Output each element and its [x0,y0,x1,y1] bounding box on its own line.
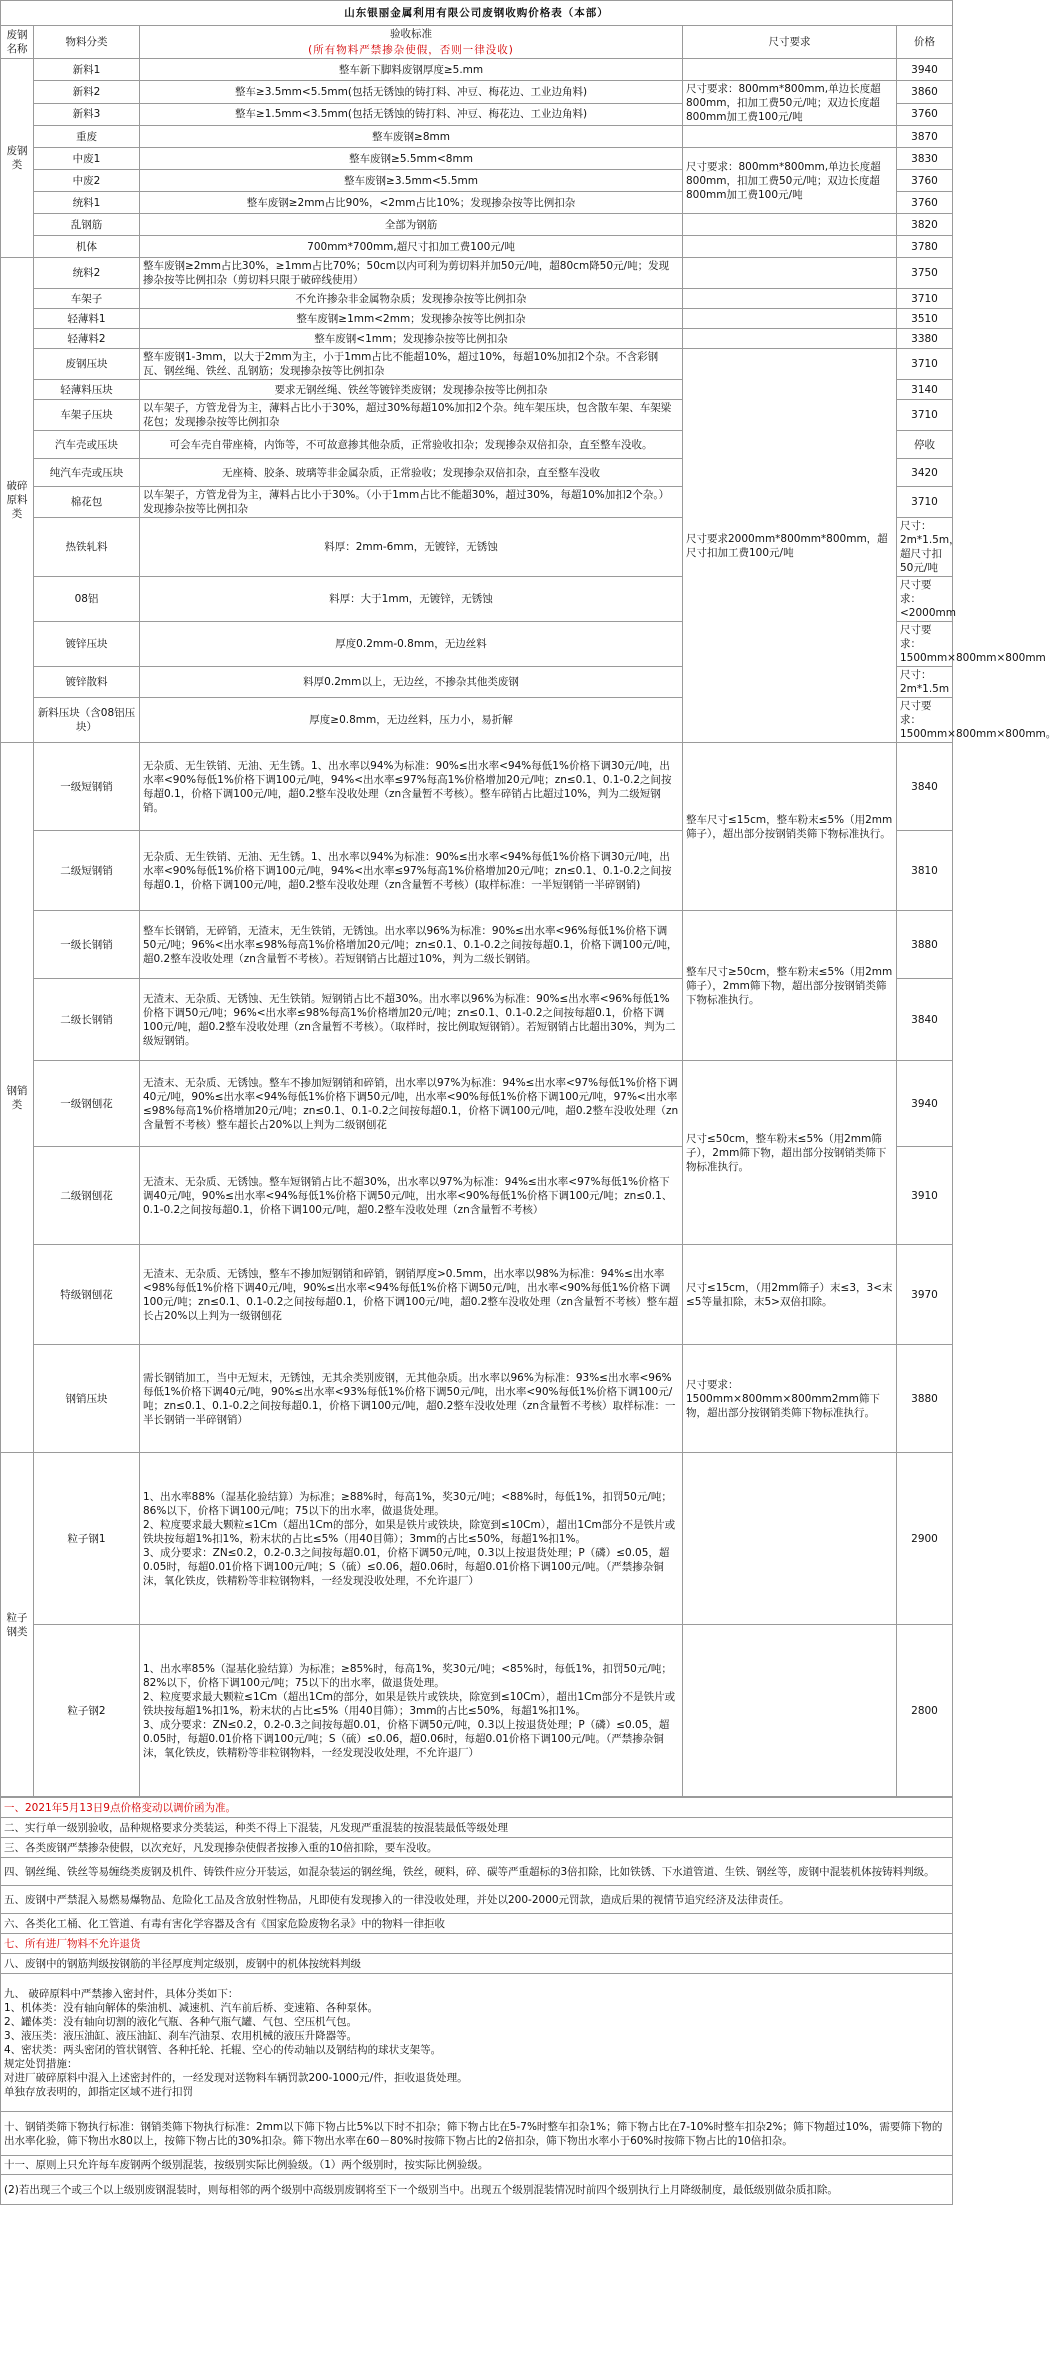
price-cell: 3760 [897,192,953,214]
table-row [1,59,953,81]
item-cell: 钢销压块 [34,1345,140,1453]
standard-cell: 料厚：2mm-6mm，无镀锌，无锈蚀 [140,518,683,577]
standard-cell: 1、出水率85%（湿基化验结算）为标准；≥85%时，每高1%，奖30元/吨；<85%时，每低1%，扣罚50元/吨；82%以下，价格下调100元/吨；75以下的出水率，做退货处理。 2、粒度要求最大颗粒≤1Cm（超出1Cm的部分，如果是铁片或铁块，除宽到≤10Cm），超出1Cm部分不是铁片或铁块按每超1%扣1%，粉末状的占比≤5%（用40目筛）；3mm的占比≤50%，每超1%扣1%。 3、成分要求：ZN≤0.2，0.2-0.3之间按每超0.01，价格下调50元/吨，0.3以上按退货处理；P（磷）≤0.05，超0.05时，每超0.01价格下调100元/吨；S（硫）≤0.06，超0.06时，每超0.01价格下调100元/吨。（严禁掺杂铜沫，氧化铁皮，铁精粉等非粒钢物料，一经发现没收处理，不允许退厂） [140,1625,683,1797]
price-cell: 3910 [897,1147,953,1245]
price-cell: 3380 [897,329,953,349]
standard-cell: 可会车壳自带座椅，内饰等，不可故意掺其他杂质，正常验收扣杂；发现掺杂双倍扣杂，直至整车没收。 [140,431,683,459]
header-warning: (所有物料严禁掺杂使假，否则一律没收) [140,42,683,59]
table-row [1,1245,953,1345]
size-cell: 尺寸要求：800mm*800mm,单边长度超800mm，扣加工费50元/吨；双边长度超800mm加工费100元/吨 [683,148,897,214]
table-row [1,258,953,289]
item-cell: 棉花包 [34,487,140,518]
item-cell: 08铝 [34,577,140,622]
item-cell: 粒子钢2 [34,1625,140,1797]
standard-cell: 整车废钢≥3.5mm<5.5mm [140,170,683,192]
size-cell: 整车尺寸≥50cm，整车粉末≤5%（用2mm筛子），2mm筛下物，超出部分按钢销类筛下物标准执行。 [683,911,897,1061]
table-row [1,148,953,170]
item-cell: 统料1 [34,192,140,214]
note-row [1,2156,953,2175]
item-cell: 轻薄料1 [34,309,140,329]
standard-cell: 无杂质、无生铁销、无油、无生锈。1、出水率以94%为标准：90%≤出水率<94%每低1%价格下调30元/吨，出水率<90%每低1%价格下调100元/吨，94%<出水率≤97%每高1%价格增加20元/吨；zn≤0.1、0.1-0.2之间按每超0.1，价格下调100元/吨，超0.2整车没收处理（zn含量暂不考核）(取样标准：一半短钢销一半碎钢销) [140,831,683,911]
price-cell: 3710 [897,400,953,431]
size-cell [683,214,897,236]
price-cell: 3140 [897,380,953,400]
size-cell [683,59,897,81]
standard-cell: 整车废钢≥5.5mm<8mm [140,148,683,170]
table-row [1,214,953,236]
standard-cell: 无杂质、无生铁销、无油、无生锈。1、出水率以94%为标准：90%≤出水率<94%每低1%价格下调30元/吨，出水率<90%每低1%价格下调100元/吨，94%<出水率≤97%每高1%价格增加20元/吨；zn≤0.1、0.1-0.2之间按每超0.1，价格下调100元/吨，超0.2整车没收处理（zn含量暂不考核）。整车碎销占比超过10%，判为二级短钢销。 [140,743,683,831]
note-text: 八、废钢中的钢筋判级按钢筋的半径厚度判定级别，废钢中的机体按统料判级 [1,1954,953,1974]
price-cell: 3760 [897,170,953,192]
item-cell: 车架子 [34,289,140,309]
note-text: 三、各类废钢严禁掺杂使假，以次充好，凡发现掺杂使假者按掺入重的10倍扣除，要车没收。 [1,1838,953,1858]
size-cell: 尺寸≤15cm，（用2mm筛子）末≤3，3<末≤5等量扣除，末5>双倍扣除。 [683,1245,897,1345]
size-cell: 尺寸要求：<2000mm [897,577,953,622]
standard-cell: 整车废钢≥2mm占比90%，<2mm占比10%；发现掺杂按等比例扣杂 [140,192,683,214]
table-row [1,289,953,309]
note-text: 十、钢销类筛下物执行标准：钢销类筛下物执行标准：2mm以下筛下物占比5%以下时不扣杂；筛下物占比在5-7%时整车扣杂1%；筛下物占比在7-10%时整车扣杂2%；筛下物超过10%，需要筛下物的出水率化验，筛下物出水80以上，按筛下物占比的30%扣杂。筛下物出水率在60－80%时按筛下物占比的2倍扣杂，筛下物出水率小于60%时按筛下物占比的10倍扣杂。 [1,2112,953,2156]
header-item: 物料分类 [34,26,140,59]
item-cell: 中废1 [34,148,140,170]
size-cell [683,236,897,258]
price-cell: 3510 [897,309,953,329]
item-cell: 乱钢筋 [34,214,140,236]
note-row [1,1858,953,1886]
price-cell: 3870 [897,126,953,148]
table-row [1,329,953,349]
item-cell: 重废 [34,126,140,148]
item-cell: 新料1 [34,59,140,81]
table-row [1,236,953,258]
standard-cell: 无渣末、无杂质、无锈蚀，整车不掺加短钢销和碎销，钢销厚度>0.5mm，出水率以98%为标准：94%≤出水率<98%每低1%价格下调40元/吨，90%≤出水率<94%每低1%价格下调50元/吨，出水率<90%每低1%价格下调100元/吨；zn≤0.1、0.1-0.2之间按每超0.1，价格下调100元/吨，超0.2整车没收处理（zn含量暂不考核）整车超长占20%以上判为一级钢刨花 [140,1245,683,1345]
item-cell: 车架子压块 [34,400,140,431]
standard-cell: 全部为钢筋 [140,214,683,236]
note-text: 十一、原则上只允许每车废钢两个级别混装，按级别实际比例验级。（1）两个级别时，按实际比例验级。 [1,2156,953,2175]
standard-cell: 需长钢销加工，当中无短末，无锈蚀，无其余类别废钢，无其他杂质。出水率以96%为标准：93%≤出水率<96%每低1%价格下调40元/吨，90%≤出水率<93%每低1%价格下调50元/吨，出水率<90%每低1%价格下调100元/吨；zn≤0.1、0.1-0.2之间按每超0.1，价格下调100元/吨，超0.2整车没收处理（zn含量暂不考核）取样标准：一半长钢销一半碎钢销） [140,1345,683,1453]
standard-cell: 整车≥1.5mm<3.5mm(包括无锈蚀的铸打料、冲豆、梅花边、工业边角料) [140,103,683,126]
item-cell: 二级钢刨花 [34,1147,140,1245]
standard-cell: 厚度≥0.8mm，无边丝料，压力小，易折解 [140,698,683,743]
standard-cell: 整车新下脚料废钢厚度≥5.mm [140,59,683,81]
item-cell: 粒子钢1 [34,1453,140,1625]
price-cell: 3940 [897,59,953,81]
price-cell: 3880 [897,1345,953,1453]
standard-cell: 以车架子，方管龙骨为主，薄料占比小于30%。（小于1mm占比不能超30%，超过30%，每超10%加扣2个杂。）发现掺杂按等比例扣杂 [140,487,683,518]
table-row [1,1625,953,1797]
item-cell: 热铁轧料 [34,518,140,577]
item-cell: 二级长钢销 [34,979,140,1061]
table-row [1,1061,953,1147]
note-text: 一、2021年5月13日9点价格变动以调价函为准。 [1,1798,953,1818]
standard-cell: 1、出水率88%（湿基化验结算）为标准；≥88%时，每高1%，奖30元/吨；<88%时，每低1%，扣罚50元/吨；86%以下，价格下调100元/吨；75以下的出水率，做退货处理。 2、粒度要求最大颗粒≤1Cm（超出1Cm的部分，如果是铁片或铁块，除宽到≤10Cm），超出1Cm部分不是铁片或铁块按每超1%扣1%，粉末状的占比≤5%（用40目筛）；3mm的占比≤50%，每超1%扣1%。 3、成分要求：ZN≤0.2，0.2-0.3之间按每超0.01，价格下调50元/吨，0.3以上按退货处理；P（磷）≤0.05，超0.05时，每超0.01价格下调100元/吨；S（硫）≤0.06，超0.06时，每超0.01价格下调100元/吨。（严禁掺杂铜沫，氧化铁皮，铁精粉等非粒钢物料，一经发现没收处理，不允许退厂） [140,1453,683,1625]
note-row [1,1914,953,1934]
price-cell: 停收 [897,431,953,459]
note-row [1,1974,953,2112]
standard-cell: 无座椅、胶条、玻璃等非金属杂质，正常验收；发现掺杂双倍扣杂，直至整车没收 [140,459,683,487]
item-cell: 一级短钢销 [34,743,140,831]
price-cell: 3780 [897,236,953,258]
table-row [1,1453,953,1625]
category-cell: 粒子钢类 [1,1453,34,1797]
size-cell: 整车尺寸≤15cm，整车粉末≤5%（用2mm筛子），超出部分按钢销类筛下物标准执行。 [683,743,897,911]
item-cell: 机体 [34,236,140,258]
price-cell: 3940 [897,1061,953,1147]
standard-cell: 料厚0.2mm以上，无边丝，不掺杂其他类废钢 [140,667,683,698]
item-cell: 废钢压块 [34,349,140,380]
note-text: 七、所有进厂物料不允许退货 [1,1934,953,1954]
notes-table [0,1797,953,2205]
price-cell: 3710 [897,349,953,380]
item-cell: 中废2 [34,170,140,192]
standard-cell: 要求无钢丝绳、铁丝等镀锌类废钢；发现掺杂按等比例扣杂 [140,380,683,400]
table-row [1,743,953,831]
note-text: 六、各类化工桶、化工管道、有毒有害化学容器及含有《国家危险废物名录》中的物料一律拒收 [1,1914,953,1934]
price-cell: 3840 [897,743,953,831]
note-text: 五、废钢中严禁混入易燃易爆物品、危险化工品及含放射性物品，凡即使有发现掺入的一律没收处理，并处以200-2000元罚款，造成后果的视情节追究经济及法律责任。 [1,1886,953,1914]
size-cell [683,329,897,349]
table-row [1,1345,953,1453]
item-cell: 轻薄料压块 [34,380,140,400]
note-row [1,1934,953,1954]
price-cell: 3710 [897,289,953,309]
price-cell: 3840 [897,979,953,1061]
item-cell: 新料压块（含08铝压块） [34,698,140,743]
table-row [1,126,953,148]
item-cell: 二级短钢销 [34,831,140,911]
header-size: 尺寸要求 [683,26,897,59]
size-cell [683,309,897,329]
price-cell: 3860 [897,81,953,104]
size-cell [683,289,897,309]
item-cell: 镀锌压块 [34,622,140,667]
header-category: 废钢名称 [1,26,34,59]
header-standard: 验收标准 [140,26,683,43]
category-cell: 废钢类 [1,59,34,258]
note-row [1,1954,953,1974]
standard-cell: 不允许掺杂非金属物杂质；发现掺杂按等比例扣杂 [140,289,683,309]
price-cell: 3420 [897,459,953,487]
item-cell: 特级钢刨花 [34,1245,140,1345]
note-text: 二、实行单一级别验收，品种规格要求分类装运，种类不得上下混装，凡发现严重混装的按混装最低等级处理 [1,1818,953,1838]
standard-cell: 整车废钢1-3mm，以大于2mm为主，小于1mm占比不能超10%，超过10%，每超10%加扣2个杂。不含彩钢瓦、钢丝绳、铁丝、乱钢筋；发现掺杂按等比例扣杂 [140,349,683,380]
size-cell: 尺寸要求：1500mm×800mm×800mm [897,622,953,667]
category-cell: 破碎原料类 [1,258,34,743]
note-row [1,1886,953,1914]
item-cell: 统料2 [34,258,140,289]
size-cell: 尺寸：2m*1.5m [897,667,953,698]
item-cell: 一级钢刨花 [34,1061,140,1147]
item-cell: 新料2 [34,81,140,104]
price-cell: 2900 [897,1453,953,1625]
size-cell: 尺寸要求2000mm*800mm*800mm，超尺寸扣加工费100元/吨 [683,349,897,743]
note-text: 四、钢丝绳、铁丝等易缠绕类废钢及机件、铸铁件应分开装运，如混杂装运的钢丝绳，铁丝，硬料，碎、碳等严重超标的3倍扣除，比如铁锈、下水道管道、生铁、钢丝等，废钢中混装机体按铸料判级。 [1,1858,953,1886]
note-row [1,1798,953,1818]
size-cell: 尺寸要求：1500mm×800mm×800mm。 [897,698,953,743]
note-row [1,2112,953,2156]
header-price: 价格 [897,26,953,59]
standard-cell: 无渣末、无杂质、无锈蚀。整车不掺加短钢销和碎销，出水率以97%为标准：94%≤出水率<97%每低1%价格下调40元/吨，90%≤出水率<94%每低1%价格下调50元/吨，出水率<90%每低1%价格下调100元/吨，97%<出水率≤98%每高1%价格增加20元/吨；zn≤0.1、0.1-0.2之间按每超0.1，价格下调100元/吨，超0.2整车没收处理（zn含量暂不考核）整车超长占20%以上判为二级钢刨花 [140,1061,683,1147]
price-cell: 3750 [897,258,953,289]
standard-cell: 厚度0.2mm-0.8mm，无边丝料 [140,622,683,667]
size-cell [683,1625,897,1797]
table-row [1,309,953,329]
item-cell: 纯汽车壳或压块 [34,459,140,487]
item-cell: 轻薄料2 [34,329,140,349]
item-cell: 汽车壳或压块 [34,431,140,459]
table-row [1,349,953,380]
price-cell: 3810 [897,831,953,911]
item-cell: 镀锌散料 [34,667,140,698]
standard-cell: 料厚：大于1mm，无镀锌，无锈蚀 [140,577,683,622]
price-cell: 3820 [897,214,953,236]
table-row [1,81,953,104]
standard-cell: 以车架子，方管龙骨为主，薄料占比小于30%，超过30%每超10%加扣2个杂。纯车架压块，包含散车架、车架梁花包；发现掺杂按等比例扣杂 [140,400,683,431]
standard-cell: 整车废钢≥1mm<2mm；发现掺杂按等比例扣杂 [140,309,683,329]
standard-cell: 700mm*700mm,超尺寸扣加工费100元/吨 [140,236,683,258]
note-row [1,1838,953,1858]
size-cell: 尺寸：2m*1.5m，超尺寸扣50元/吨 [897,518,953,577]
sheet-title: 山东银丽金属利用有限公司废钢收购价格表（本部） [1,1,953,26]
price-cell: 3880 [897,911,953,979]
standard-cell: 整车废钢≥2mm占比30%，≥1mm占比70%；50cm以内可利为剪切料并加50元/吨，超80cm降50元/吨；发现掺杂按等比例扣杂（剪切料只限于破碎线使用） [140,258,683,289]
table-row [1,911,953,979]
size-cell: 尺寸要求：800mm*800mm,单边长度超800mm，扣加工费50元/吨；双边长度超800mm加工费100元/吨 [683,81,897,126]
standard-cell: 无渣末、无杂质、无锈蚀。整车短钢销占比不超30%，出水率以97%为标准：94%≤出水率<97%每低1%价格下调40元/吨，90%≤出水率<94%每低1%价格下调50元/吨，出水率<90%每低1%价格下调100元/吨；zn≤0.1、0.1-0.2之间按每超0.1，价格下调100元/吨，超0.2整车没收处理（zn含量暂不考核） [140,1147,683,1245]
note-row [1,2175,953,2205]
price-cell: 3710 [897,487,953,518]
size-cell [683,258,897,289]
standard-cell: 整车废钢≥8mm [140,126,683,148]
price-cell: 3970 [897,1245,953,1345]
price-cell: 2800 [897,1625,953,1797]
size-cell: 尺寸≤50cm，整车粉末≤5%（用2mm筛子），2mm筛下物，超出部分按钢销类筛下物标准执行。 [683,1061,897,1245]
item-cell: 新料3 [34,103,140,126]
item-cell: 一级长钢销 [34,911,140,979]
note-text: (2)若出现三个或三个以上级别废钢混装时，则每相邻的两个级别中高级别废钢将至下一个级别当中。出现五个级别混装情况时前四个级别执行上月降级制度，最低级别做杂质扣除。 [1,2175,953,2205]
note-text: 九、 破碎原料中严禁掺入密封件，具体分类如下： 1、机体类：没有轴向解体的柴油机、减速机、汽车前后桥、变速箱、各种泵体。 2、罐体类：没有轴向切割的液化气瓶、各种气瓶气罐、气包、空压机气包。 3、液压类：液压油缸、液压油缸、刹车汽油泵、农用机械的液压升降器等。 4、密状类：两头密闭的管状钢管、各种托轮、托辊、空心的传动轴以及钢结构的球状支架等。 规定处罚措施： 对进厂破碎原料中混入上述密封件的，一经发现对送物料车辆罚款200-1000元/件，拒收退货处理。 单独存放表明的，卸指定区域不进行扣罚 [1,1974,953,2112]
price-cell: 3760 [897,103,953,126]
standard-cell: 整车废钢<1mm；发现掺杂按等比例扣杂 [140,329,683,349]
size-cell [683,126,897,148]
price-cell: 3830 [897,148,953,170]
category-cell: 钢销类 [1,743,34,1453]
note-row [1,1818,953,1838]
standard-cell: 无渣末、无杂质、无锈蚀、无生铁销。短钢销占比不超30%。出水率以96%为标准：90%≤出水率<96%每低1%价格下调50元/吨；96%<出水率≤98%每高1%价格增加20元/吨；zn≤0.1、0.1-0.2之间按每超0.1，价格下调100元/吨，超0.2整车没收处理（zn含量暂不考核）。（取样时，按比例取短钢销）。若短钢销占比超出30%，判为二级短钢销。 [140,979,683,1061]
standard-cell: 整车长钢销，无碎销，无渣末，无生铁销，无锈蚀。出水率以96%为标准：90%≤出水率<96%每低1%价格下调50元/吨；96%<出水率≤98%每高1%价格增加20元/吨；zn≤0.1、0.1-0.2之间按每超0.1，价格下调100元/吨，超0.2整车没收处理（zn含量暂不考核）。若短钢销占比超过10%，判为二级长钢销。 [140,911,683,979]
size-cell: 尺寸要求：1500mm×800mm×800mm2mm筛下物，超出部分按钢销类筛下物标准执行。 [683,1345,897,1453]
standard-cell: 整车≥3.5mm<5.5mm(包括无锈蚀的铸打料、冲豆、梅花边、工业边角料) [140,81,683,104]
size-cell [683,1453,897,1625]
